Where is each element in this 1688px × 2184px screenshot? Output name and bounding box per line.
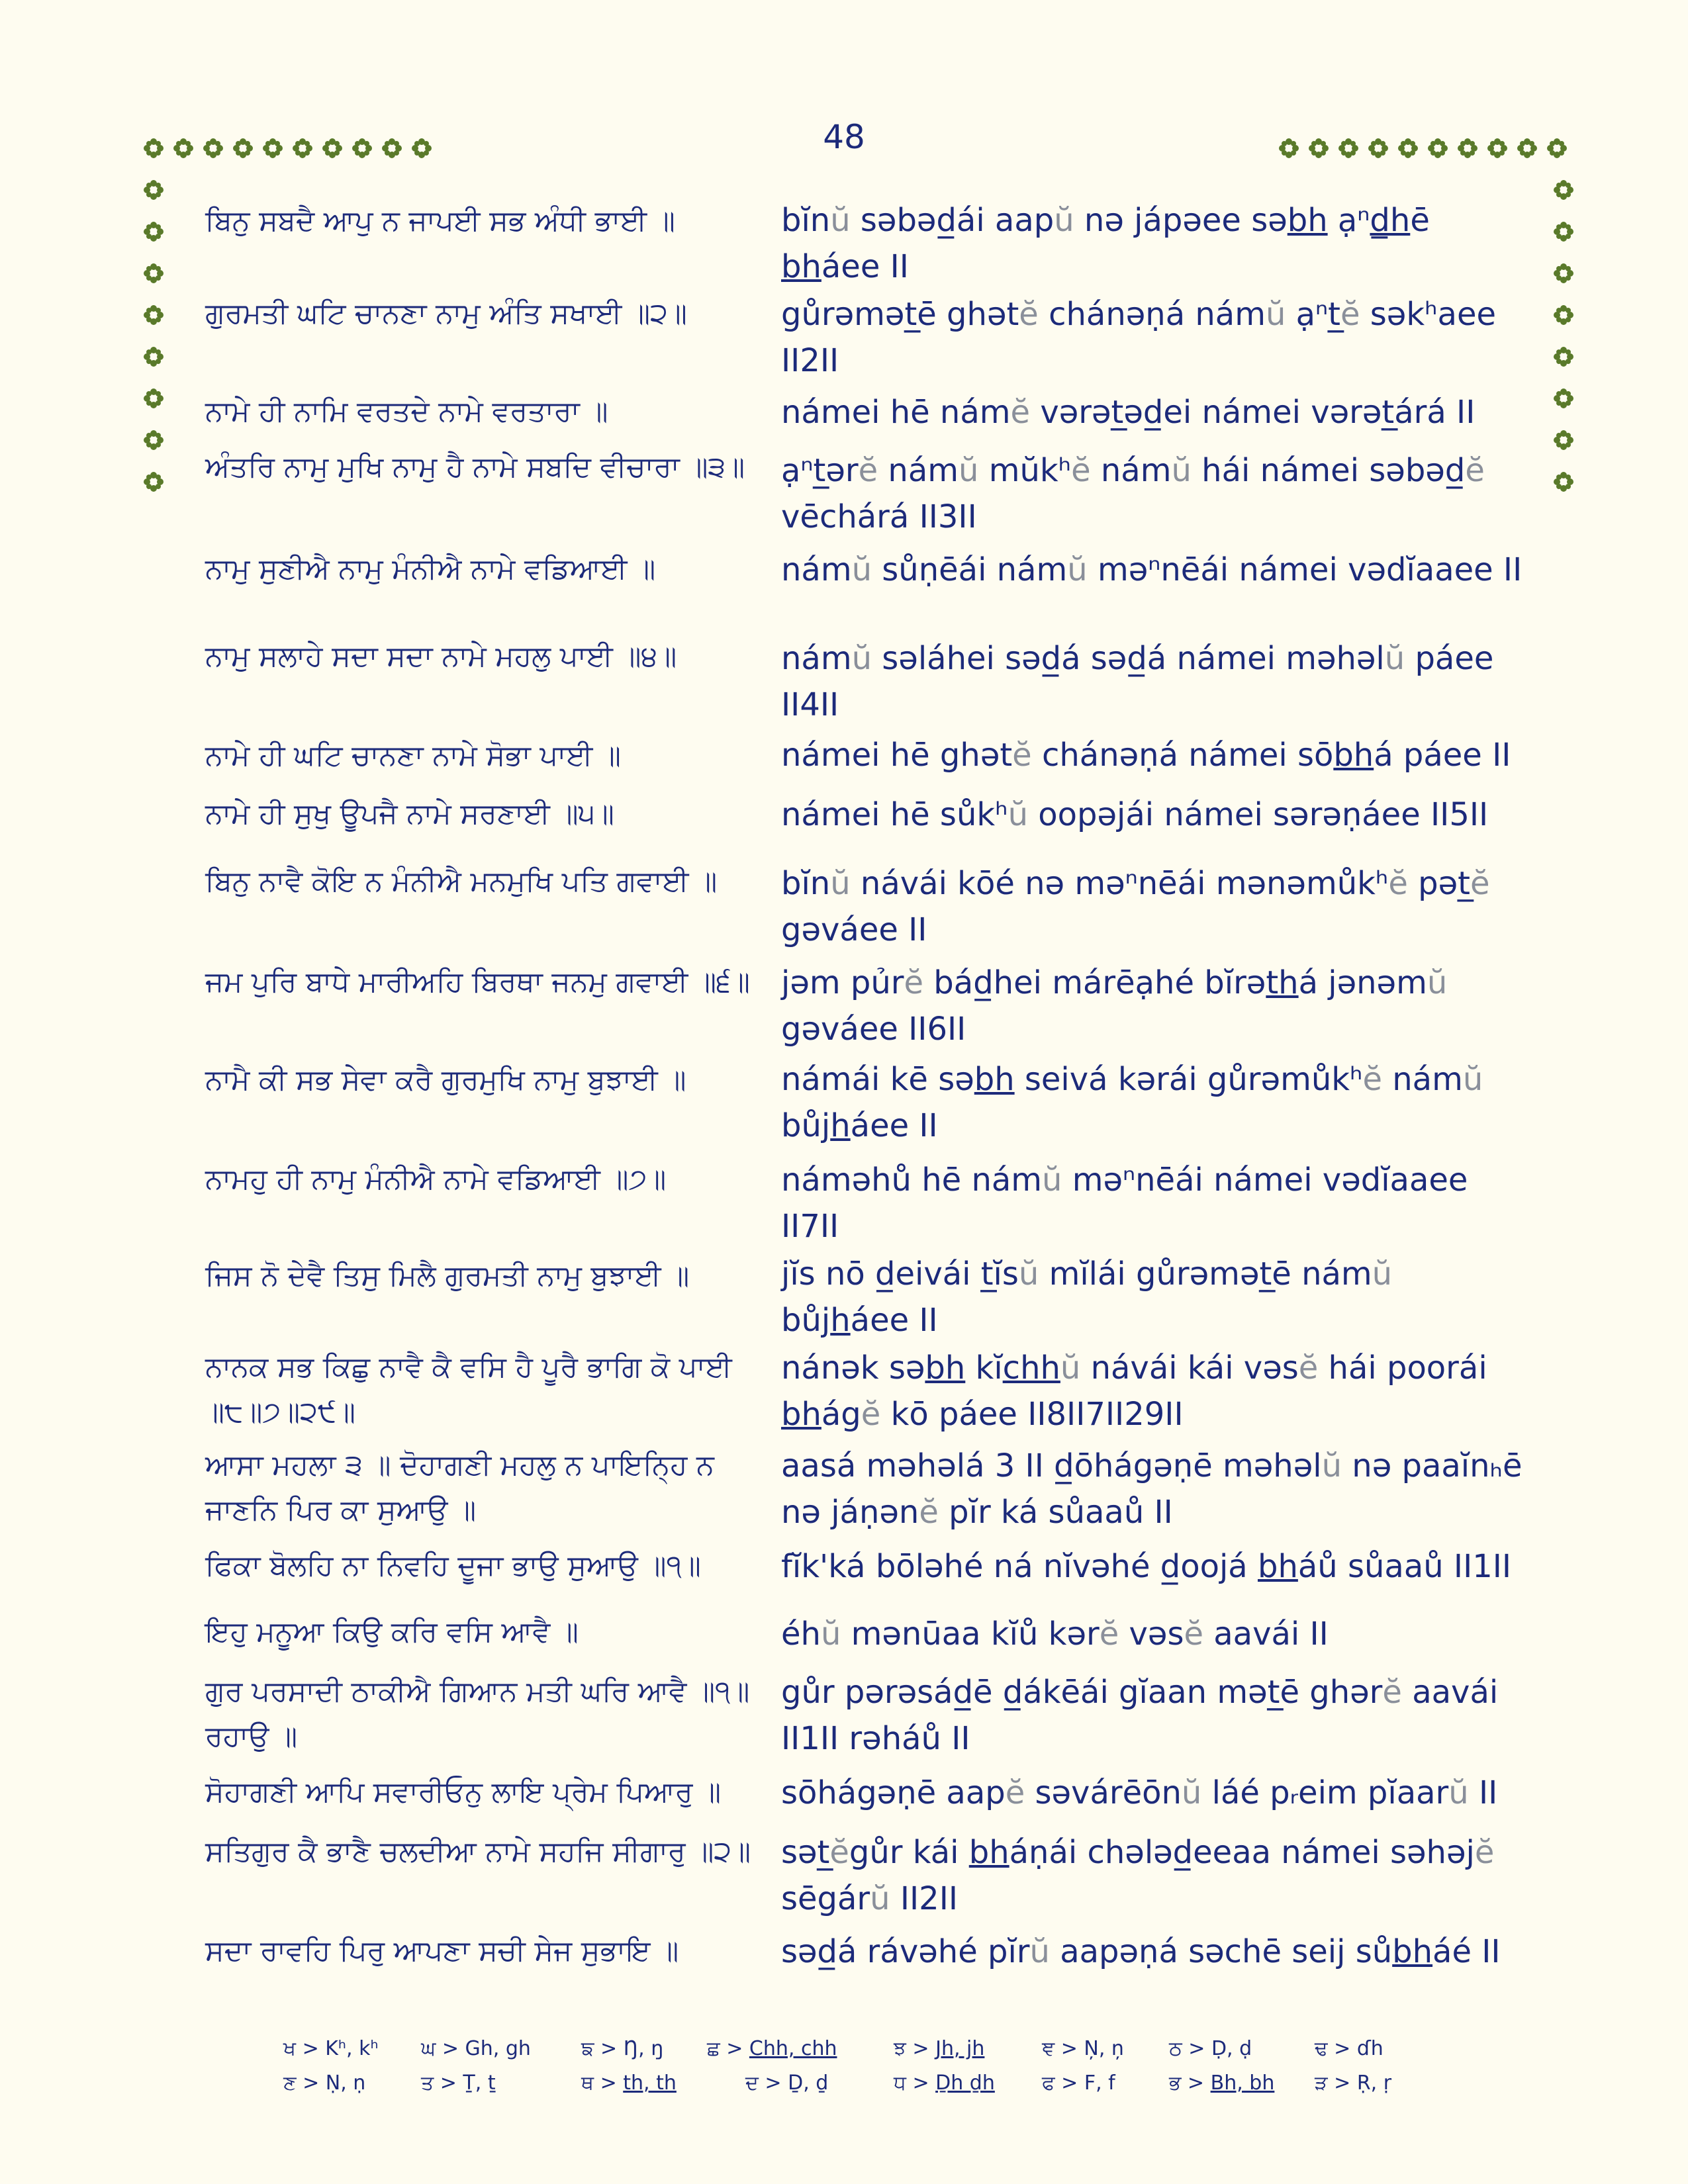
legend-item: ਞ > Ņ, ņ (1042, 2037, 1124, 2060)
transliteration-line: ạⁿt̲ərĕ námŭ mŭkʰĕ námŭ hái námei səbəd̲ĕ vēchárá II3II (781, 452, 1485, 535)
legend-item: ਦ > Ḏ, ḏ (745, 2071, 829, 2095)
gurmukhi-line: ਨਾਮੈ ਕੀ ਸਭ ਸੇਵਾ ਕਰੈ ਗੁਰਮੁਖਿ ਨਾਮੁ ਬੁਝਾਈ ॥ (205, 1064, 686, 1097)
gurmukhi-line: ਜਿਸ ਨੋ ਦੇਵੈ ਤਿਸੁ ਮਿਲੈ ਗੁਰਮਤੀ ਨਾਮੁ ਬੁਝਾਈ ॥ (205, 1259, 690, 1293)
gurmukhi-line: ਨਾਮੇ ਹੀ ਸੁਖੁ ਊਪਜੈ ਨਾਮੇ ਸਰਣਾਈ ॥੫॥ (205, 797, 614, 831)
gurmukhi-line: ਗੁਰਮਤੀ ਘਟਿ ਚਾਨਣਾ ਨਾਮੁ ਅੰਤਿ ਸਖਾਈ ॥੨॥ (205, 297, 687, 330)
gurmukhi-line: ਗੁਰ ਪਰਸਾਦੀ ਠਾਕੀਐ ਗਿਆਨ ਮਤੀ ਘਰਿ ਆਵੈ ॥੧॥ ਰਹਾਉ ॥ (205, 1675, 750, 1753)
transliteration-line: gůrəmət̲ē ghətĕ chánəṇá námŭ ạⁿt̲ĕ səkʰaee II2II (781, 296, 1497, 379)
transliteration-line: námei hē ghətĕ chánəṇá námei sōbhá páee II (781, 737, 1511, 774)
gurmukhi-line: ਬਿਨੁ ਨਾਵੈ ਕੋਇ ਨ ਮੰਨੀਐ ਮਨਮੁਖਿ ਪਤਿ ਗਵਾਈ ॥ (205, 865, 718, 898)
legend-item: ਙ > Ŋ, ŋ (581, 2037, 664, 2060)
transliteration-line: gůr pərəsád̲ē d̲ákēái gĭaan mət̲ē ghərĕ aavái II1II rəháů II (781, 1674, 1499, 1757)
gurmukhi-line: ਸਦਾ ਰਾਵਹਿ ਪਿਰੁ ਆਪਣਾ ਸਚੀ ਸੇਜ ਸੁਭਾਇ ॥ (205, 1934, 679, 1968)
transliteration-line: aasá məhəlá 3 II d̲ōhágəṇē məhəlŭ nə paaĭnₕē nə jáṇənĕ pĭr ká sůaaů II (781, 1447, 1523, 1531)
gurmukhi-line: ਨਾਮੇ ਹੀ ਘਟਿ ਚਾਨਣਾ ਨਾਮੇ ਸੋਭਾ ਪਾਈ ॥ (205, 739, 622, 772)
transliteration-line: náməhů hē námŭ məⁿnēái námei vədĭaaee II7II (781, 1161, 1468, 1245)
gurmukhi-line: ਨਾਨਕ ਸਭ ਕਿਛੁ ਨਾਵੈ ਕੈ ਵਸਿ ਹੈ ਪੂਰੈ ਭਾਗਿ ਕੋ ਪਾਈ ॥੮॥੭॥੨੯॥ (205, 1351, 732, 1429)
gurmukhi-line: ਨਾਮੇ ਹੀ ਨਾਮਿ ਵਰਤਦੇ ਨਾਮੇ ਵਰਤਾਰਾ ॥ (205, 395, 608, 428)
transliteration-line: sōhágəṇē aapĕ səvárēōnŭ láé pᵣeim pĭaarŭ II (781, 1774, 1498, 1811)
legend-item: ਘ > Gh, gh (421, 2037, 531, 2060)
legend-item: ਣ > Ṇ, ṇ (283, 2071, 366, 2095)
legend-item: ਧ > Ḏh ḏh (894, 2071, 995, 2095)
legend-item: ਝ > Jh, jh (894, 2037, 985, 2060)
transliteration-line: bĭnŭ návái kōé nə məⁿnēái mənəmůkʰĕ pət̲ĕ gəváee II (781, 865, 1490, 948)
transliteration-line: námŭ səláhei səd̲á səd̲á námei məhəlŭ páee II4II (781, 640, 1494, 723)
legend-item: ਫ > F, f (1042, 2071, 1115, 2095)
legend-item: ਥ > th, th (581, 2071, 677, 2095)
transliteration-line: námŭ sůṇēái námŭ məⁿnēái námei vədĭaaee II (781, 551, 1523, 588)
legend-item: ਭ > Bh, bh (1169, 2071, 1275, 2095)
transliteration-line: jəm pủrĕ bád̲hei márēạhé bĭrəthá jənəmŭ gəváee II6II (781, 964, 1448, 1048)
transliteration-line: sət̲ĕgůr kái bháṇái chələd̲eeaa námei səhəjĕ sēgárŭ II2II (781, 1834, 1495, 1917)
transliteration-line: nánək səbh kĭchhŭ návái kái vəsĕ hái poorái bhágĕ kō páee II8II7II29II (781, 1349, 1487, 1433)
transliteration-line: jĭs nō d̲eivái t̲ĭsŭ mĭlái gůrəmət̲ē námŭ bůjháee II (781, 1255, 1393, 1339)
gurmukhi-line: ਅੰਤਰਿ ਨਾਮੁ ਮੁਖਿ ਨਾਮੁ ਹੈ ਨਾਮੇ ਸਬਦਿ ਵੀਚਾਰਾ ॥੩॥ (205, 451, 745, 484)
legend-item: ਛ > Chh, chh (707, 2037, 837, 2060)
transliteration-line: námei hē sůkʰŭ oopəjái námei sərəṇáee II5II (781, 796, 1489, 833)
gurmukhi-line: ਸਤਿਗੁਰ ਕੈ ਭਾਣੈ ਚਲਦੀਆ ਨਾਮੇ ਸਹਜਿ ਸੀਗਾਰੁ ॥੨॥ (205, 1835, 751, 1868)
legend-item: ਢ > ɗh (1315, 2037, 1383, 2060)
transliteration-line: fĭk'ká bōləhé ná nĭvəhé d̲oojá bháů sůaaů II1II (781, 1548, 1512, 1585)
transliteration-line: bĭnŭ səbəd̲ái aapŭ nə jápəee səbh ạⁿd̲hē bháee II (781, 202, 1430, 285)
page-number: 48 (823, 118, 865, 156)
legend-item: ਖ > Kʰ, kʰ (283, 2037, 379, 2060)
transliteration-line: námei hē námĕ vərət̲əd̲ei námei vərət̲árá II (781, 394, 1476, 431)
gurmukhi-line: ਇਹੁ ਮਨੂਆ ਕਿਉ ਕਰਿ ਵਸਿ ਆਵੈ ॥ (205, 1615, 579, 1649)
gurmukhi-line: ਜਮ ਪੁਰਿ ਬਾਧੇ ਮਾਰੀਅਹਿ ਬਿਰਥਾ ਜਨਮੁ ਗਵਾਈ ॥੬॥ (205, 966, 750, 999)
transliteration-line: səd̲á rávəhé pĭrŭ aapəṇá səchē seij sůbháé II (781, 1933, 1501, 1970)
gurmukhi-line: ਬਿਨੁ ਸਬਦੈ ਆਪੁ ਨ ਜਾਪਈ ਸਭ ਅੰਧੀ ਭਾਈ ॥ (205, 205, 675, 238)
transliteration-line: éhŭ mənūaa kĭů kərĕ vəsĕ aavái II (781, 1615, 1329, 1653)
legend-item: ੜ > Ṛ, ṛ (1315, 2071, 1392, 2095)
gurmukhi-line: ਸੋਹਾਗਣੀ ਆਪਿ ਸਵਾਰੀਓਨੁ ਲਾਇ ਪ੍ਰੇਮ ਪਿਆਰੁ ॥ (205, 1776, 722, 1809)
gurmukhi-line: ਆਸਾ ਮਹਲਾ ੩ ॥ ਦੋਹਾਗਣੀ ਮਹਲੁ ਨ ਪਾਇਨ੍ਹਿ ਨ ਜਾਣਨਿ ਪਿਰ ਕਾ ਸੁਆਉ ॥ (205, 1449, 714, 1527)
legend-item: ਠ > Ḍ, ḍ (1169, 2037, 1252, 2060)
gurmukhi-line: ਨਾਮੁ ਸਲਾਹੇ ਸਦਾ ਸਦਾ ਨਾਮੇ ਮਹਲੁ ਪਾਈ ॥੪॥ (205, 640, 677, 673)
legend-item: ਤ > Ṯ, ṯ (421, 2071, 496, 2095)
transliteration-line: námái kē səbh seivá kərái gůrəmůkʰĕ námŭ bůjháee II (781, 1061, 1483, 1144)
gurmukhi-line: ਨਾਮੁ ਸੁਣੀਐ ਨਾਮੁ ਮੰਨੀਐ ਨਾਮੇ ਵਡਿਆਈ ॥ (205, 553, 656, 586)
gurmukhi-line: ਨਾਮਹੁ ਹੀ ਨਾਮੁ ਮੰਨੀਐ ਨਾਮੇ ਵਡਿਆਈ ॥੭॥ (205, 1163, 667, 1196)
gurmukhi-line: ਫਿਕਾ ਬੋਲਹਿ ਨਾ ਨਿਵਹਿ ਦੂਜਾ ਭਾਉ ਸੁਆਉ ॥੧॥ (205, 1549, 701, 1582)
